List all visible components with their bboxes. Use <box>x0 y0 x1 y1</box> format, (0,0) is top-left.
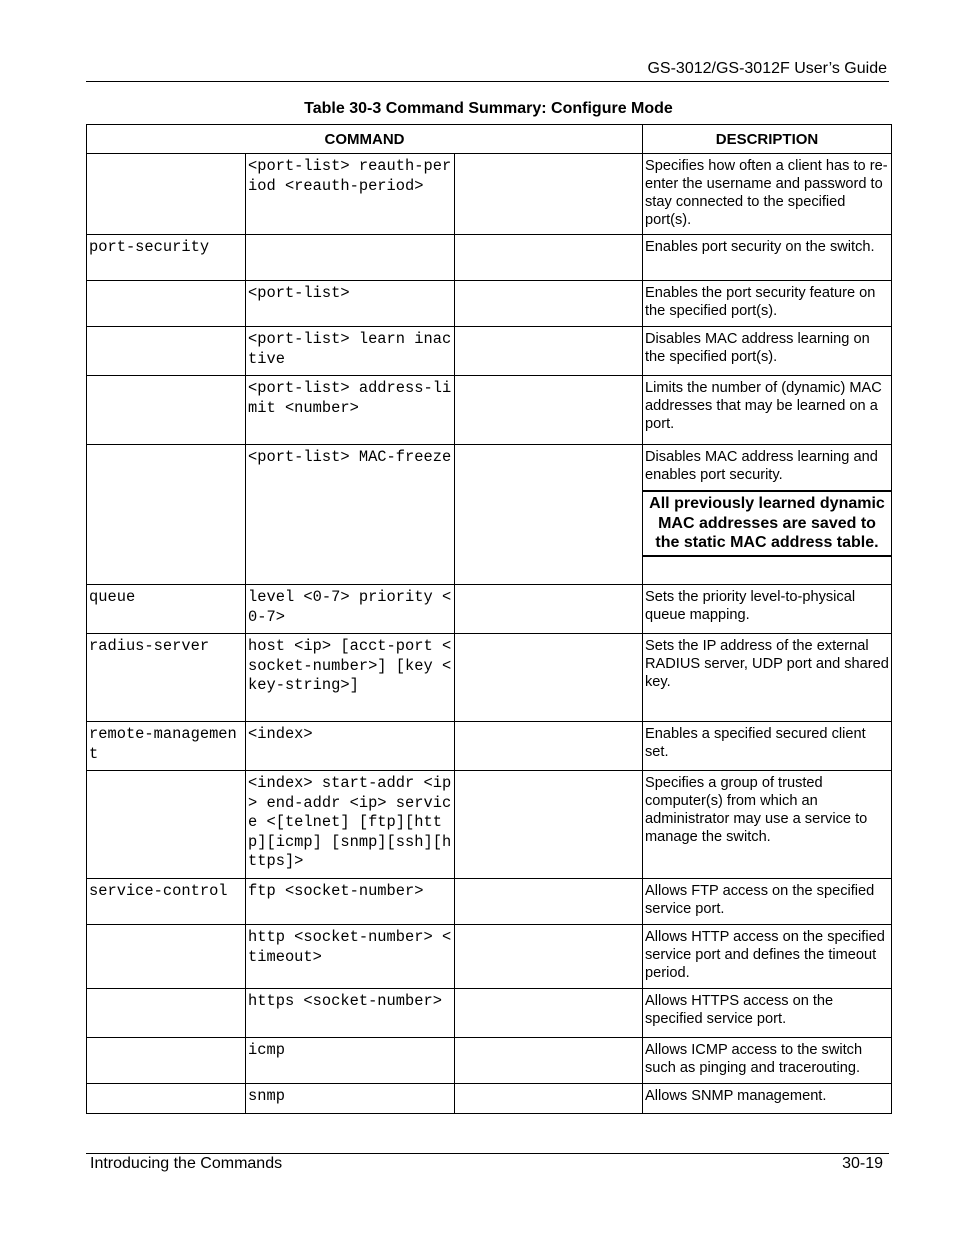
command-text: radius-server <box>89 637 210 655</box>
description-text: Allows HTTP access on the specified service port and defines the timeout period. <box>645 929 885 981</box>
command-cell <box>87 376 246 445</box>
argument-text: <port-list> address-limit <number> <box>248 379 452 417</box>
argument-text: https <socket-number> <box>248 992 442 1010</box>
command-text <box>87 445 245 448</box>
description-cell <box>643 1084 892 1114</box>
option-cell <box>455 989 643 1038</box>
argument-text <box>246 235 454 238</box>
table-row <box>87 376 892 445</box>
description-cell <box>643 879 892 925</box>
argument-text: <index> start-addr <ip> end-addr <ip> service <[telnet] [ftp][http][icmp] [snmp][ssh][https]> <box>248 774 452 870</box>
option-text <box>455 989 642 992</box>
command-text <box>87 281 245 284</box>
description-cell <box>643 235 892 281</box>
argument-cell <box>246 722 455 771</box>
argument-text: host <ip> [acct-port <socket-number>] [key <key-string>] <box>248 637 452 694</box>
option-text <box>455 327 642 330</box>
description-cell <box>643 281 892 327</box>
argument-text: http <socket-number> <timeout> <box>248 928 452 966</box>
description-cell <box>643 327 892 376</box>
command-text: remote-management <box>89 725 237 763</box>
option-cell <box>455 281 643 327</box>
command-cell <box>87 771 246 879</box>
table-row <box>87 634 892 722</box>
table-header-row <box>87 125 892 154</box>
option-cell <box>455 722 643 771</box>
option-text <box>455 376 642 379</box>
footer-divider <box>86 1153 889 1154</box>
command-text: queue <box>89 588 136 606</box>
description-cell <box>643 989 892 1038</box>
description-text: Allows HTTPS access on the specified service port. <box>645 993 834 1027</box>
argument-cell <box>246 154 455 235</box>
command-text: port-security <box>89 238 210 256</box>
option-cell <box>455 879 643 925</box>
description-cell <box>643 585 892 634</box>
argument-cell <box>246 235 455 281</box>
command-cell <box>87 154 246 235</box>
option-text <box>455 235 642 238</box>
argument-cell <box>246 879 455 925</box>
description-text: Allows ICMP access to the switch such as pinging and tracerouting. <box>645 1042 863 1076</box>
description-cell <box>643 1038 892 1084</box>
description-text: Specifies how often a client has to re-enter the username and password to stay connected to the specified port(s). <box>645 158 888 228</box>
option-cell <box>455 925 643 989</box>
table-row <box>87 235 892 281</box>
option-text <box>455 1084 642 1087</box>
command-cell <box>87 1084 246 1114</box>
table-row <box>87 722 892 771</box>
footer-section-title: Introducing the Commands <box>90 1155 283 1172</box>
description-text: Limits the number of (dynamic) MAC addresses that may be learned on a port. <box>645 380 882 432</box>
table-row <box>87 771 892 879</box>
command-cell <box>87 445 246 585</box>
argument-cell <box>246 925 455 989</box>
argument-text: level <0-7> priority <0-7> <box>248 588 452 626</box>
argument-cell <box>246 281 455 327</box>
command-cell <box>87 925 246 989</box>
description-cell <box>643 376 892 445</box>
option-cell <box>455 327 643 376</box>
note-box: All previously learned dynamic MAC addresses are saved to the static MAC address table. <box>643 490 891 557</box>
description-text: Disables MAC address learning and enables port security. <box>645 449 878 483</box>
argument-cell <box>246 376 455 445</box>
option-text <box>455 634 642 637</box>
description-cell <box>643 771 892 879</box>
argument-cell <box>246 1084 455 1114</box>
description-text: Enables a specified secured client set. <box>645 726 866 760</box>
command-cell <box>87 1038 246 1084</box>
option-text <box>455 771 642 774</box>
option-cell <box>455 771 643 879</box>
description-text: Enables the port security feature on the specified port(s). <box>645 285 876 319</box>
table-row <box>87 327 892 376</box>
argument-text: <port-list> learn inactive <box>248 330 452 368</box>
description-cell <box>643 925 892 989</box>
table-caption: Table 30-3 Command Summary: Configure Mode <box>304 100 673 117</box>
header-divider <box>86 81 889 82</box>
description-text: Allows FTP access on the specified service port. <box>645 883 875 917</box>
command-text <box>87 925 245 928</box>
command-cell <box>87 989 246 1038</box>
option-text <box>455 154 642 157</box>
table-row <box>87 925 892 989</box>
argument-cell <box>246 634 455 722</box>
description-text: Allows SNMP management. <box>645 1088 827 1104</box>
option-text <box>455 281 642 284</box>
command-text <box>87 376 245 379</box>
option-cell <box>455 445 643 585</box>
description-text: Sets the IP address of the external RADIUS server, UDP port and shared key. <box>645 638 889 690</box>
option-text <box>455 1038 642 1041</box>
description-column-header: DESCRIPTION <box>643 125 892 154</box>
table-row <box>87 445 892 585</box>
command-column-header: COMMAND <box>87 125 643 154</box>
description-cell <box>643 154 892 235</box>
description-text: Specifies a group of trusted computer(s) from which an administrator may use a service to manage the switch. <box>645 775 868 845</box>
option-cell <box>455 634 643 722</box>
argument-text: <port-list> <box>248 284 350 302</box>
command-text <box>87 989 245 992</box>
option-text <box>455 722 642 725</box>
argument-cell <box>246 585 455 634</box>
argument-cell <box>246 445 455 585</box>
argument-text: snmp <box>248 1087 285 1105</box>
option-cell <box>455 1084 643 1114</box>
argument-text: <port-list> MAC-freeze <box>248 448 452 466</box>
command-cell <box>87 235 246 281</box>
command-cell <box>87 327 246 376</box>
command-summary-table <box>86 124 892 1114</box>
footer-page-number: 30-19 <box>842 1155 883 1172</box>
option-cell <box>455 154 643 235</box>
description-cell <box>643 445 892 585</box>
page-header-title: GS-3012/GS-3012F User’s Guide <box>647 60 887 77</box>
option-cell <box>455 376 643 445</box>
description-cell <box>643 634 892 722</box>
table-row <box>87 1038 892 1084</box>
argument-text: <port-list> reauth-period <reauth-period> <box>248 157 452 195</box>
table-row <box>87 585 892 634</box>
option-text <box>455 445 642 448</box>
option-cell <box>455 1038 643 1084</box>
argument-cell <box>246 771 455 879</box>
option-text <box>455 925 642 928</box>
description-cell <box>643 722 892 771</box>
table-row <box>87 281 892 327</box>
command-text: service-control <box>89 882 228 900</box>
argument-cell <box>246 327 455 376</box>
command-cell <box>87 585 246 634</box>
command-text <box>87 154 245 157</box>
argument-text: icmp <box>248 1041 285 1059</box>
command-cell <box>87 281 246 327</box>
table-row <box>87 879 892 925</box>
command-cell <box>87 879 246 925</box>
table-row <box>87 1084 892 1114</box>
description-text: Sets the priority level-to-physical queue mapping. <box>645 589 856 623</box>
argument-text: <index> <box>248 725 313 743</box>
argument-cell <box>246 989 455 1038</box>
table-body <box>87 154 892 1114</box>
description-text: Disables MAC address learning on the specified port(s). <box>645 331 870 365</box>
command-text <box>87 771 245 774</box>
table-row <box>87 989 892 1038</box>
command-cell <box>87 722 246 771</box>
command-text <box>87 1084 245 1087</box>
command-cell <box>87 634 246 722</box>
command-text <box>87 327 245 330</box>
option-cell <box>455 585 643 634</box>
option-text <box>455 879 642 882</box>
argument-text: ftp <socket-number> <box>248 882 424 900</box>
option-cell <box>455 235 643 281</box>
description-text: Enables port security on the switch. <box>645 239 875 255</box>
command-text <box>87 1038 245 1041</box>
argument-cell <box>246 1038 455 1084</box>
table-row <box>87 154 892 235</box>
option-text <box>455 585 642 588</box>
